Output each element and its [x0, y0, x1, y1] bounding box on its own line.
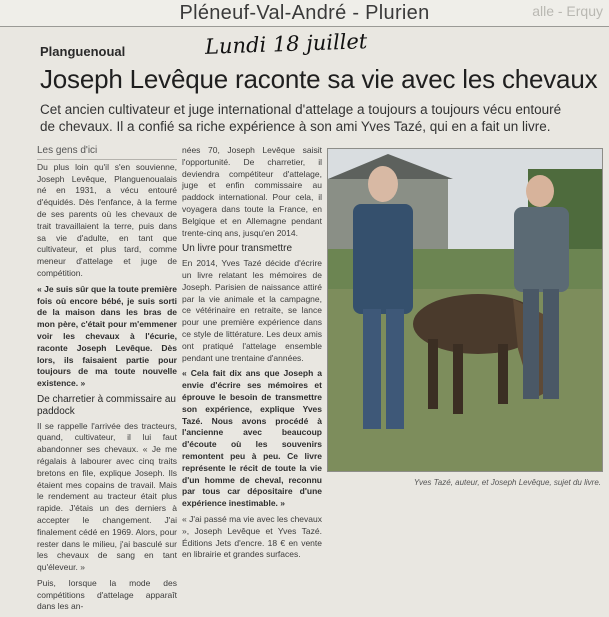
paragraph: nées 70, Joseph Levêque saisit l'opportunité. De charretier, il deviendra compétiteur d'attelage, juge et enfin commissaire au paddock international. Pour cela, il voyagera dans toute la France, en Belgique et en Allemagne pendant trente-cinq ans, jusqu'en 2014.: [182, 145, 322, 238]
column-1: [37, 145, 177, 617]
horse-leg: [498, 344, 508, 404]
man-right-leg: [543, 289, 559, 399]
man-right-head: [526, 175, 554, 207]
horse-leg: [453, 344, 463, 414]
photo-illustration: [328, 149, 602, 471]
section-label: Planguenoual: [40, 44, 126, 59]
main-headline: Joseph Levêque raconte sa vie avec les chevaux: [40, 64, 598, 94]
man-left-head: [368, 166, 398, 202]
paragraph: En 2014, Yves Tazé décide d'écrire un livre relatant les mémoires de Joseph. Parisien de naissance attiré par la vie animale et la campagne, ce vétérinaire en retraite, se lance pour une première expérience dans ce style de littérature. Les deux amis ont pratiqué l'attelage ensemble pendant une trentaine d'années.: [182, 258, 322, 363]
man-right-jacket: [514, 207, 569, 292]
paragraph: Puis, lorsque la mode des compétitions d'attelage apparaît dans les an-: [37, 577, 177, 612]
paragraph: Il se rappelle l'arrivée des tracteurs, quand, cultivateur, il lui faut abandonner ses chevaux. « Je me régalais à labourer avec cinq traits bretons en file, explique Joseph. Ils étaient mes copains de travail. Mais le rendement au tracteur était plus rapide. J'étais un des derniers à accepter le changement. J'ai finalement cédé en 1969. Alors, pour rester dans le milieu, j'ai basculé sur les chevaux de sang en tant qu'éleveur. »: [37, 420, 177, 573]
column-2: [182, 145, 322, 565]
lead-paragraph: Cet ancien cultivateur et juge international d'attelage a toujours a toujours vécu entouré de chevaux. Il a confié sa riche expérience à son ami Yves Tazé, qui en a fait un livre.: [40, 102, 562, 134]
quote-paragraph: « Je suis sûr que la toute première fois où encore bébé, je suis sorti de la maison dans les bras de mon père, c'était pour m'emmener voir les chevaux à l'écurie, raconte Joseph Levêque. Dès lors, ils faisaient partie pour toujours de ma toute nouvelle existence. »: [37, 283, 177, 389]
quote-paragraph: « Cela fait dix ans que Joseph a envie d'écrire ses mémoires et éprouve le besoin de transmettre son expérience, explique Yves Tazé. Nous avons procédé à l'ancienne avec beaucoup d'écoute où les souvenirs remontent peu à peu. Ce livre représente le récit de toute la vie d'un homme de cheval, reconnu par tous car dépositaire d'une expérience inestimable. »: [182, 368, 322, 509]
photo-caption: Yves Tazé, auteur, et Joseph Levêque, sujet du livre.: [413, 478, 601, 487]
subheading: Un livre pour transmettre: [182, 243, 293, 255]
book-reference: « J'ai passé ma vie avec les chevaux », Joseph Levêque et Yves Tazé. Éditions Jets d'encre. 18 € en vente en librairie et grandes surfaces.: [182, 513, 322, 560]
subheading: De charretier à commissaire au paddock: [37, 393, 176, 417]
man-right-leg: [523, 289, 539, 399]
article-photo: [327, 148, 603, 472]
handwritten-date: Lundi 18 juillet: [204, 29, 368, 59]
man-left-leg: [386, 309, 404, 429]
man-left-shirt: [353, 204, 413, 314]
paragraph: Du plus loin qu'il s'en souvienne, Joseph Levêque, Planguenoualais né en 1931, a vécu entouré d'équidés. Dès l'enfance, à la ferme de ses parents où les chevaux de trait travaillaient la terre, puis dans sa vie d'adulte, en tant que cultivateur, et plus tard, comme meneur d'attelage et juge de compétition.: [37, 161, 177, 278]
horse-leg: [428, 339, 438, 409]
location-title: Pléneuf-Val-André - Plurien: [179, 2, 430, 24]
header-band: [0, 0, 609, 27]
ghost-text: alle - Erquy: [532, 3, 603, 19]
man-left-leg: [363, 309, 381, 429]
rubric-label: Les gens d'ici: [37, 145, 177, 160]
